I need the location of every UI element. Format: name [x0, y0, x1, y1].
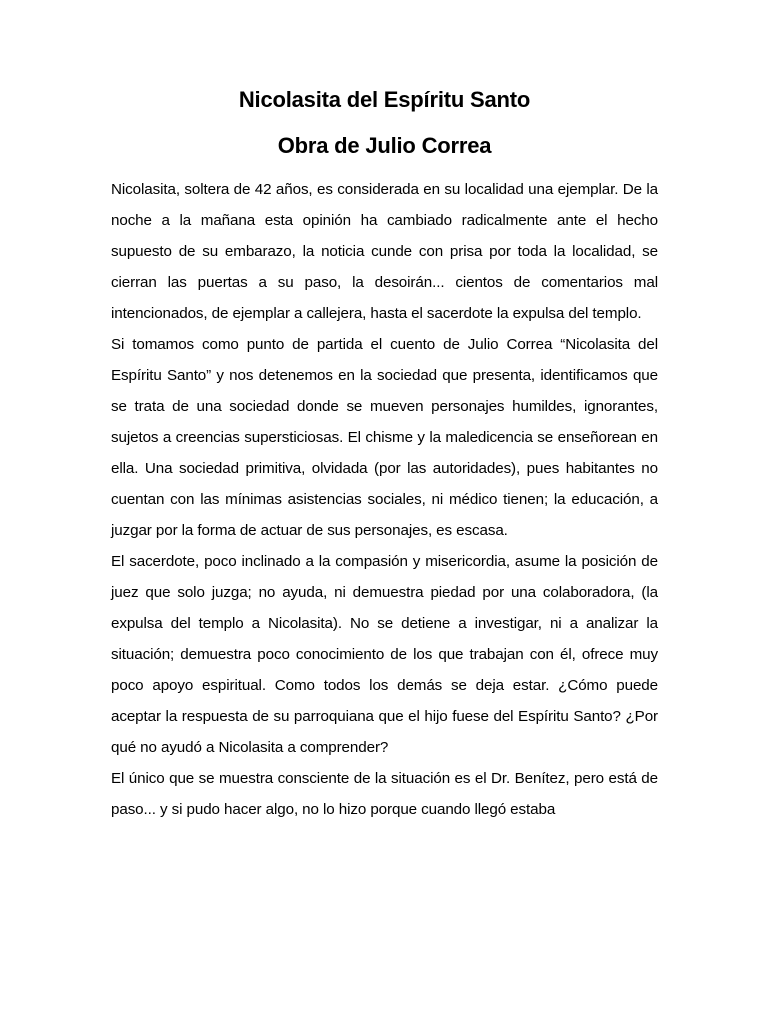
- paragraph-3: El sacerdote, poco inclinado a la compasión y misericordia, asume la posición de juez que solo juzga; no ayuda, ni demuestra piedad por una colaboradora, (la expulsa del templo a Nicolasita). No se detiene a investigar, ni a analizar la situación; demuestra poco conocimiento de los que trabajan con él, ofrece muy poco apoyo espiritual. Como todos los demás se deja estar. ¿Cómo puede aceptar la respuesta de su parroquiana que el hijo fuese del Espíritu Santo? ¿Por qué no ayudó a Nicolasita a comprender?: [111, 553, 658, 756]
- paragraph-1: Nicolasita, soltera de 42 años, es considerada en su localidad una ejemplar. De la noche a la mañana esta opinión ha cambiado radicalmente ante el hecho supuesto de su embarazo, la noticia cunde con prisa por toda la localidad, se cierran las puertas a su paso, la desoirán... cientos de comentarios mal intencionados, de ejemplar a callejera, hasta el sacerdote la expulsa del templo.: [111, 181, 658, 322]
- paragraph-4: El único que se muestra consciente de la situación es el Dr. Benítez, pero está de paso... y si pudo hacer algo, no lo hizo porque cuando llegó estaba: [111, 770, 658, 818]
- document-subtitle: Obra de Julio Correa: [277, 133, 492, 158]
- paragraph-2: Si tomamos como punto de partida el cuento de Julio Correa “Nicolasita del Espíritu Santo” y nos detenemos en la sociedad que presenta, identificamos que se trata de una sociedad donde se mueven personajes humildes, ignorantes, sujetos a creencias supersticiosas. El chisme y la maledicencia se enseñorean en ella. Una sociedad primitiva, olvidada (por las autoridades), pues habitantes no cuentan con las mínimas asistencias sociales, ni médico tienen; la educación, a juzgar por la forma de actuar de sus personajes, es escasa.: [111, 336, 658, 539]
- document-page: [111, 86, 658, 825]
- document-title: Nicolasita del Espíritu Santo: [238, 87, 531, 112]
